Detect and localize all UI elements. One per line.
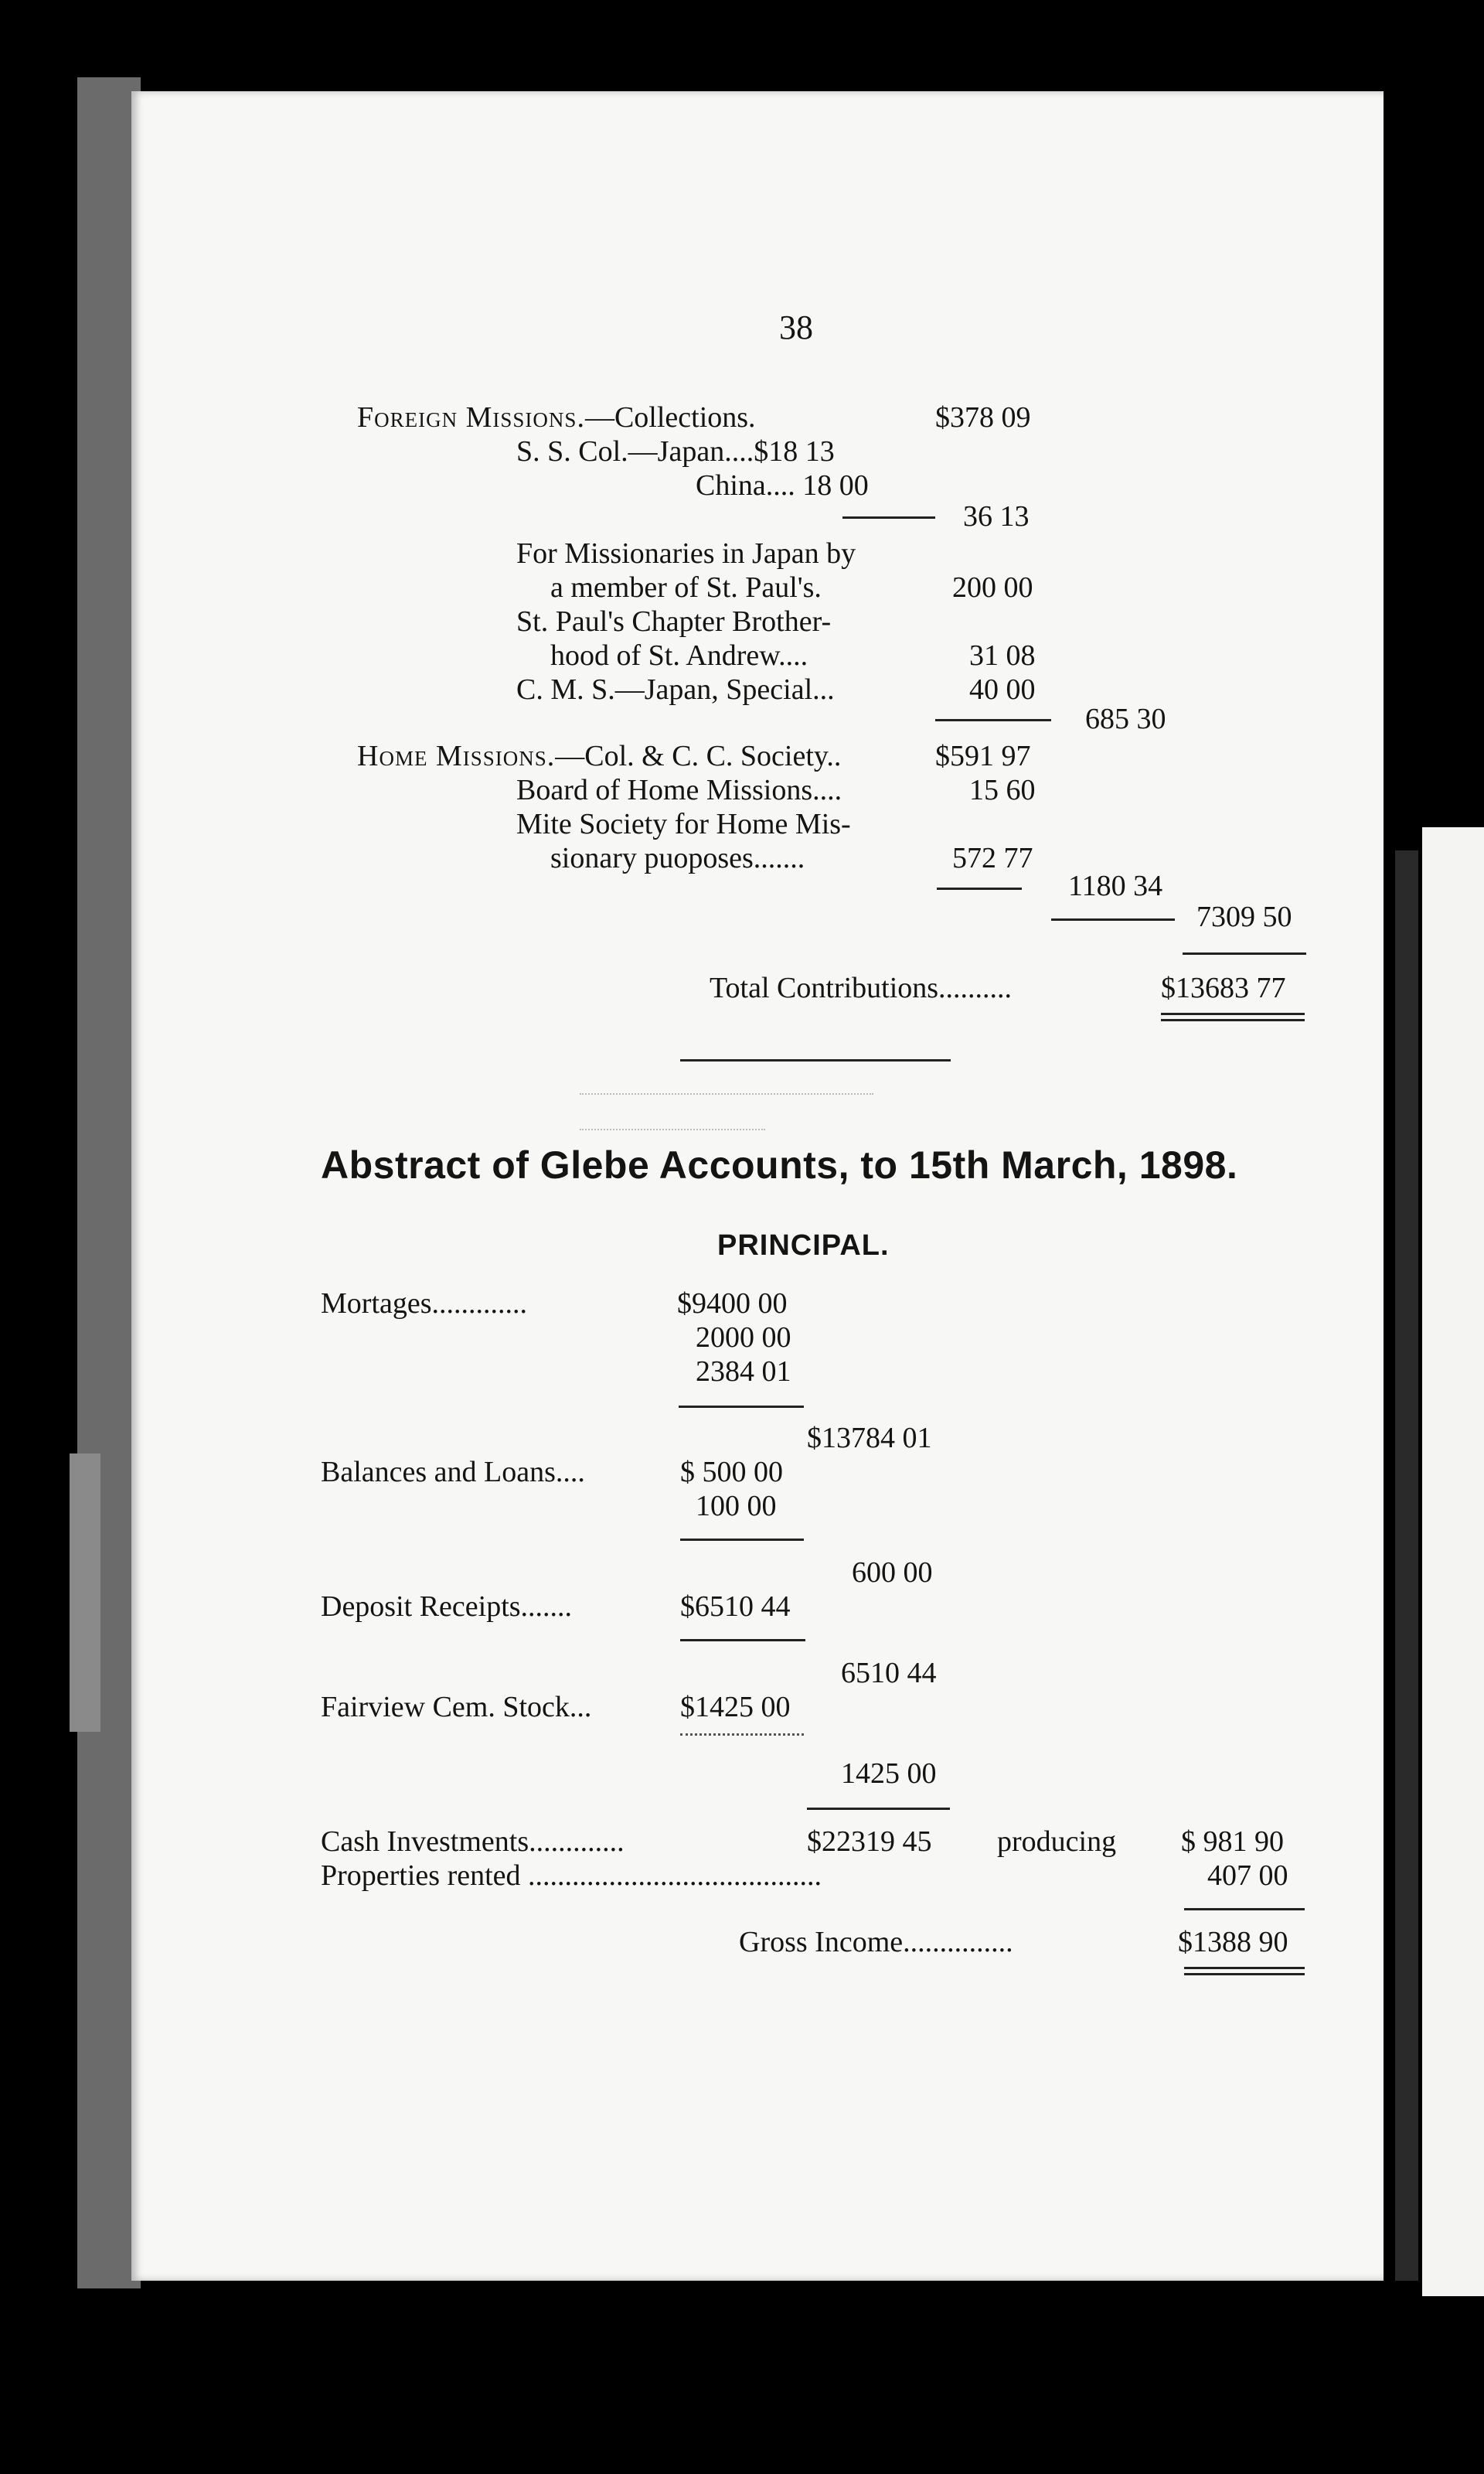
foreign-missions-line bbox=[357, 400, 756, 434]
home-col-label: —Col. & C. C. Society.. bbox=[555, 740, 842, 772]
cms-amount: 40 00 bbox=[969, 673, 1036, 706]
chapter-amount: 31 08 bbox=[969, 639, 1036, 672]
rule bbox=[680, 1539, 804, 1541]
board-amount: 15 60 bbox=[969, 774, 1036, 806]
glebe-heading: Abstract of Glebe Accounts, to 15th March, 1898. bbox=[321, 1143, 1238, 1187]
missionaries-line-2: a member of St. Paul's. bbox=[550, 571, 822, 604]
faint-dots bbox=[580, 1093, 873, 1095]
foreign-total: 685 30 bbox=[1085, 703, 1166, 735]
page-number: 38 bbox=[779, 308, 813, 346]
ss-col-japan: S. S. Col.—Japan....$18 13 bbox=[516, 435, 835, 468]
missionaries-amount: 200 00 bbox=[952, 571, 1033, 604]
gross-income-label: Gross Income............... bbox=[739, 1926, 1013, 1958]
total-contributions-amount: $13683 77 bbox=[1161, 972, 1286, 1004]
mite-amount: 572 77 bbox=[952, 842, 1033, 874]
total-contributions-label: Total Contributions.......... bbox=[710, 972, 1013, 1004]
cash-investments-label: Cash Investments............. bbox=[321, 1825, 625, 1858]
rule bbox=[680, 1639, 805, 1641]
collections-label: —Collections. bbox=[584, 401, 756, 434]
double-rule-top bbox=[1184, 1967, 1305, 1969]
cash-investments-amount: $22319 45 bbox=[807, 1825, 932, 1858]
deposit-amount: $6510 44 bbox=[680, 1590, 791, 1623]
ss-col-china: China.... 18 00 bbox=[696, 469, 869, 502]
deposit-label: Deposit Receipts....... bbox=[321, 1590, 573, 1623]
principal-heading: PRINCIPAL. bbox=[717, 1229, 890, 1262]
rule bbox=[937, 888, 1022, 890]
balance-1: $ 500 00 bbox=[680, 1456, 783, 1488]
dotted-rule bbox=[680, 1733, 804, 1736]
facing-page bbox=[1422, 827, 1484, 2296]
rule bbox=[679, 1406, 804, 1408]
cms-line: C. M. S.—Japan, Special... bbox=[516, 673, 835, 706]
deposit-total: 6510 44 bbox=[841, 1657, 937, 1689]
rule bbox=[807, 1808, 950, 1810]
gross-income-amount: $1388 90 bbox=[1178, 1926, 1288, 1958]
double-rule-bottom bbox=[1161, 1019, 1305, 1021]
chapter-line-2: hood of St. Andrew.... bbox=[550, 639, 808, 672]
properties-label: Properties rented ........................................ bbox=[321, 1859, 822, 1892]
rule bbox=[842, 516, 935, 519]
rule bbox=[935, 719, 1051, 721]
ss-col-total: 36 13 bbox=[963, 500, 1030, 533]
double-rule-bottom bbox=[1184, 1973, 1305, 1975]
mortgage-2: 2000 00 bbox=[696, 1321, 791, 1354]
section-divider bbox=[680, 1059, 951, 1062]
properties-amount: 407 00 bbox=[1207, 1859, 1288, 1892]
faint-dots bbox=[580, 1129, 765, 1130]
rule bbox=[1051, 918, 1175, 921]
book-spine-shadow bbox=[70, 1453, 100, 1732]
producing-label: producing bbox=[997, 1825, 1117, 1858]
cash-income: $ 981 90 bbox=[1181, 1825, 1284, 1858]
subtotal: 7309 50 bbox=[1196, 901, 1292, 933]
mite-line-1: Mite Society for Home Mis- bbox=[516, 808, 851, 840]
chapter-line-1: St. Paul's Chapter Brother- bbox=[516, 605, 832, 638]
mortgages-label: Mortages............. bbox=[321, 1287, 528, 1320]
home-missions-line bbox=[357, 739, 841, 773]
collections-amount: $378 09 bbox=[935, 401, 1031, 434]
mortgage-3: 2384 01 bbox=[696, 1355, 791, 1388]
fairview-label: Fairview Cem. Stock... bbox=[321, 1691, 592, 1723]
double-rule-top bbox=[1161, 1013, 1305, 1015]
missionaries-line-1: For Missionaries in Japan by bbox=[516, 537, 856, 570]
rule bbox=[1183, 952, 1306, 955]
balance-2: 100 00 bbox=[696, 1490, 777, 1522]
fairview-amount: $1425 00 bbox=[680, 1691, 791, 1723]
rule bbox=[1184, 1908, 1305, 1910]
facing-page-edge bbox=[1395, 850, 1418, 2281]
home-col-amount: $591 97 bbox=[935, 740, 1031, 772]
mortgage-1: $9400 00 bbox=[677, 1287, 788, 1320]
board-line: Board of Home Missions.... bbox=[516, 774, 842, 806]
foreign-missions-label: Foreign Missions. bbox=[357, 401, 585, 434]
balances-total: 600 00 bbox=[852, 1556, 933, 1589]
home-total: 1180 34 bbox=[1068, 870, 1163, 902]
mortgages-total: $13784 01 bbox=[807, 1422, 932, 1454]
home-missions-label: Home Missions. bbox=[357, 740, 556, 772]
fairview-total: 1425 00 bbox=[841, 1757, 937, 1790]
balances-label: Balances and Loans.... bbox=[321, 1456, 585, 1488]
mite-line-2: sionary puoposes....... bbox=[550, 842, 805, 874]
